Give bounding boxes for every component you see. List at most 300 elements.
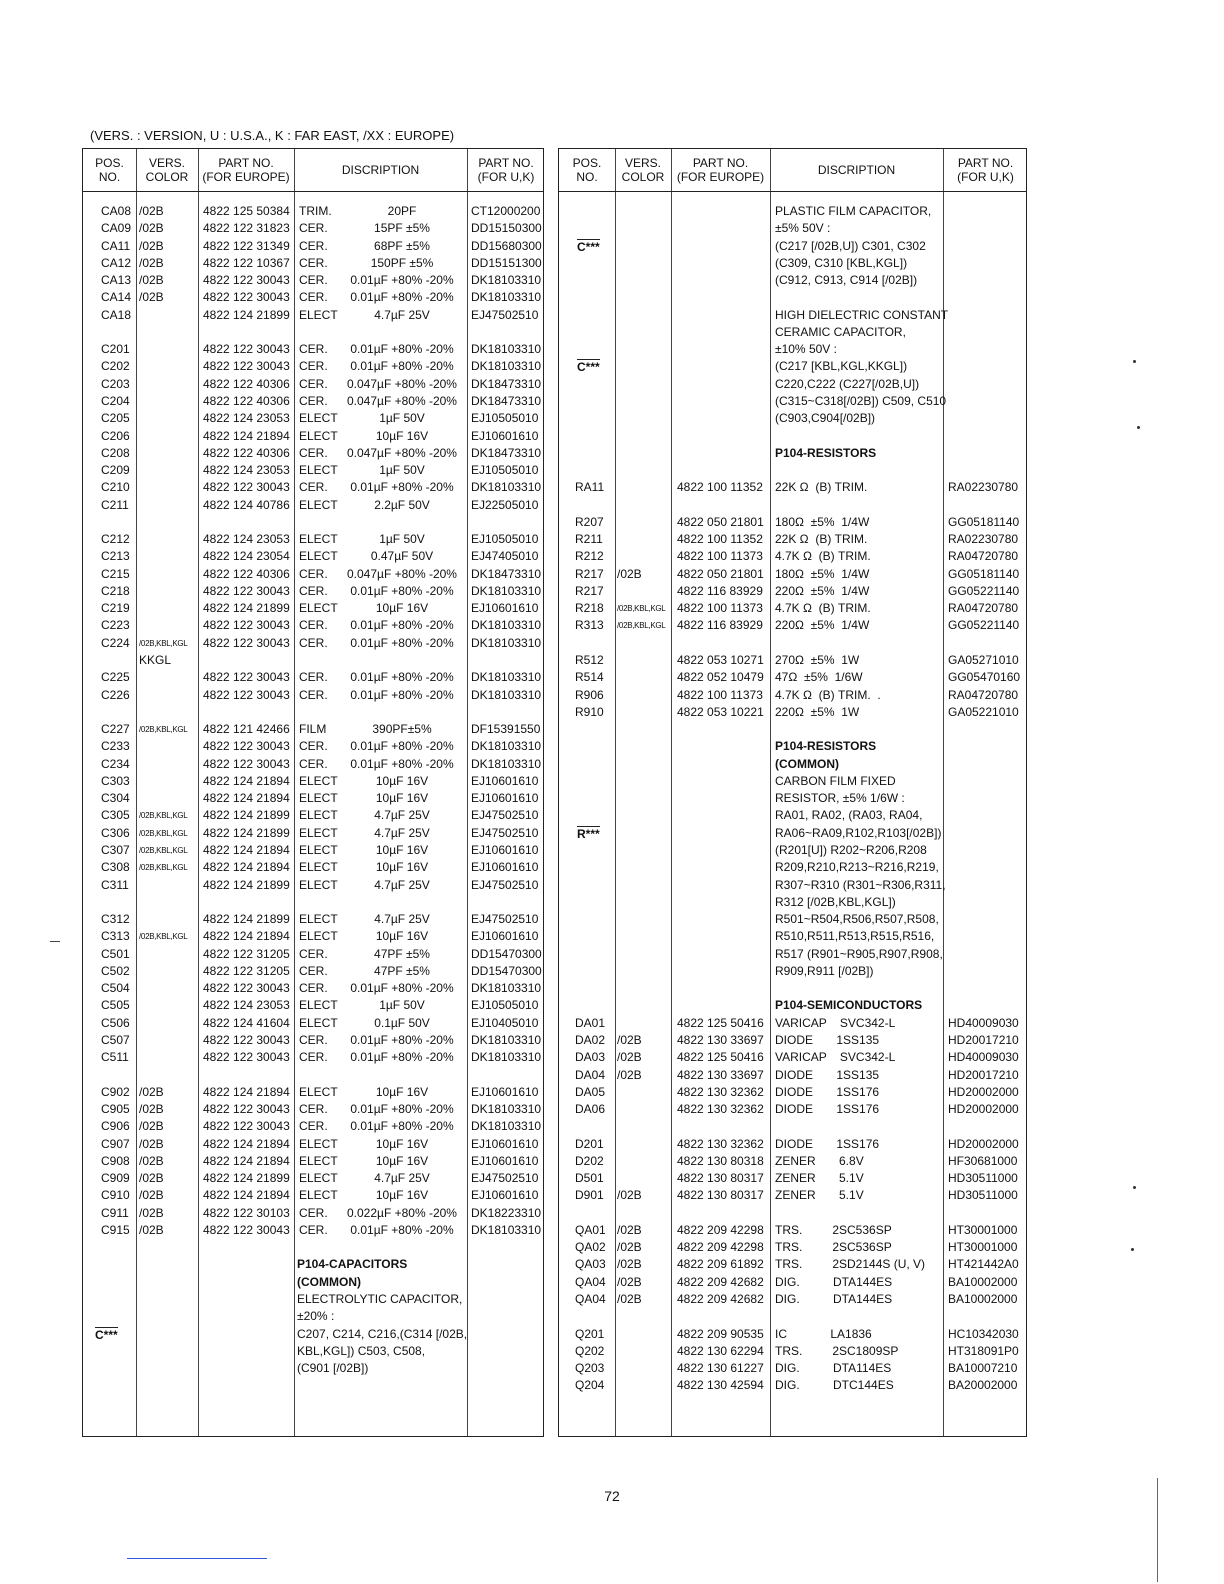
part-no-europe: 4822 130 80317 — [677, 1171, 764, 1186]
part-no-europe: 4822 122 30103 — [203, 1205, 290, 1220]
table-row — [559, 1343, 1026, 1360]
note-text: (C217 [KBL,KGL,KKGL]) — [775, 359, 908, 374]
pos-no: C203 — [101, 376, 130, 391]
note-text: C207, C214, C216,(C314 [/02B, — [297, 1326, 468, 1341]
part-no-europe: 4822 122 10367 — [203, 255, 290, 270]
part-description: DIG. DTA144ES — [775, 1274, 893, 1289]
part-type: CER. — [299, 670, 328, 685]
part-no-europe: 4822 130 33697 — [677, 1067, 764, 1082]
part-no-uk: DD15151300 — [471, 255, 542, 270]
table-row — [559, 410, 1026, 427]
part-no-europe: 4822 124 21894 — [203, 1084, 290, 1099]
part-value: 0.01µF +80% -20% — [350, 359, 454, 374]
part-value: 4.7µF 25V — [374, 877, 430, 892]
part-description: VARICAP SVC342-L — [775, 1050, 896, 1065]
table-row — [559, 1153, 1026, 1170]
part-no-europe: 4822 122 30043 — [203, 756, 290, 771]
part-no-europe: 4822 124 21899 — [203, 307, 290, 322]
pos-no: C304 — [101, 791, 130, 806]
part-no-uk: HC10342030 — [948, 1326, 1019, 1341]
part-no-uk: DK18103310 — [471, 1102, 542, 1117]
part-no-europe: 4822 124 21899 — [203, 877, 290, 892]
part-type: CER. — [299, 946, 328, 961]
part-no-europe: 4822 122 31823 — [203, 221, 290, 236]
version-color: /02B — [617, 1240, 642, 1255]
part-no-europe: 4822 124 21894 — [203, 1136, 290, 1151]
part-no-uk: DK18103310 — [471, 342, 542, 357]
part-no-europe: 4822 053 10271 — [677, 653, 764, 668]
part-no-uk: CT12000200 — [471, 204, 541, 218]
part-value: 10µF 16V — [375, 1188, 429, 1203]
pos-no: DA02 — [575, 1032, 606, 1047]
table-row — [83, 687, 543, 704]
note-text: R312 [/02B,KBL,KGL]) — [775, 894, 896, 909]
part-no-uk: DK18103310 — [471, 981, 542, 996]
part-description: 220Ω ±5% 1/4W — [775, 618, 870, 633]
part-value: 4.7µF 25V — [374, 825, 430, 840]
part-no-uk: EJ47502510 — [471, 808, 539, 823]
pos-no: CA11 — [101, 238, 131, 253]
part-type: ELECT — [299, 877, 338, 892]
table-row — [83, 445, 543, 462]
table-row — [559, 324, 1026, 341]
part-no-uk: DK18103310 — [471, 480, 542, 495]
part-value: 10µF 16V — [375, 791, 429, 806]
table-row — [559, 1256, 1026, 1273]
part-type: CER. — [299, 1032, 328, 1047]
part-no-uk: DD15680300 — [471, 238, 542, 253]
table-row — [559, 1377, 1026, 1394]
note-text: C220,C222 (C227[/02B,U]) — [775, 376, 920, 391]
part-description: DIG. DTA114ES — [775, 1361, 892, 1376]
part-value: 0.01µF +80% -20% — [350, 1102, 454, 1117]
table-row — [83, 1291, 543, 1308]
table-row — [559, 617, 1026, 634]
header-pos: POS. NO. — [572, 156, 602, 184]
part-no-uk: HT30001000 — [948, 1222, 1018, 1237]
note-text: ±5% 50V : — [775, 221, 831, 236]
part-no-uk: DK18103310 — [471, 359, 542, 374]
part-no-europe: 4822 122 31205 — [203, 946, 290, 961]
header-part-europe: PART NO. (FOR EUROPE) — [676, 156, 765, 184]
part-no-uk: DK18103310 — [471, 618, 542, 633]
part-no-europe: 4822 122 30043 — [203, 1119, 290, 1134]
note-text: (C901 [/02B]) — [297, 1361, 369, 1376]
table-row — [559, 928, 1026, 945]
pos-no: CA09 — [101, 221, 132, 236]
part-no-europe: 4822 122 40306 — [203, 376, 290, 391]
pos-no: R212 — [575, 549, 604, 564]
table-row — [559, 773, 1026, 790]
pos-no: C306 — [101, 825, 130, 840]
table-row — [559, 358, 1026, 375]
table-row — [559, 445, 1026, 462]
part-value: 0.022µF +80% -20% — [347, 1205, 457, 1220]
part-no-uk: BA20002000 — [948, 1378, 1018, 1393]
part-no-uk: EJ10505010 — [471, 532, 539, 547]
part-no-uk: EJ10601610 — [471, 1153, 539, 1168]
part-no-europe: 4822 209 42682 — [677, 1274, 764, 1289]
part-no-europe: 4822 122 30043 — [203, 1032, 290, 1047]
part-type: ELECT — [299, 860, 338, 875]
table-row — [559, 997, 1026, 1014]
part-no-uk: HD40009030 — [948, 1015, 1019, 1030]
part-no-uk: GG05221140 — [948, 583, 1020, 598]
part-value: 390PF±5% — [372, 722, 432, 737]
part-type: CER. — [299, 618, 328, 633]
part-no-europe: 4822 124 23053 — [203, 998, 290, 1013]
pos-no: C905 — [101, 1102, 130, 1117]
part-description: 180Ω ±5% 1/4W — [775, 566, 870, 581]
note-text: R501~R504,R506,R507,R508, — [775, 912, 939, 927]
part-type: ELECT — [299, 1136, 338, 1151]
part-type: ELECT — [299, 929, 338, 944]
pos-no: C226 — [101, 687, 130, 702]
note-text: R209,R210,R213~R216,R219, — [775, 860, 939, 875]
part-no-uk: HD20002000 — [948, 1102, 1019, 1117]
part-no-uk: EJ47502510 — [471, 912, 539, 927]
part-no-europe: 4822 100 11373 — [677, 549, 763, 564]
part-no-uk: DD15150300 — [471, 221, 542, 236]
part-no-europe: 4822 116 83929 — [677, 618, 763, 633]
pos-no: C223 — [101, 618, 130, 633]
version-color: /02B,KBL,KGL — [139, 828, 188, 838]
part-no-uk: DK18103310 — [471, 583, 542, 598]
part-no-uk: RA02230780 — [948, 532, 1019, 547]
part-description: 220Ω ±5% 1/4W — [775, 583, 870, 598]
part-no-europe: 4822 124 21894 — [203, 842, 290, 857]
table-row — [83, 289, 543, 306]
pos-no: C915 — [101, 1222, 130, 1237]
pos-no: QA01 — [575, 1222, 606, 1237]
pos-no: R211 — [575, 532, 603, 547]
pos-no: DA04 — [575, 1067, 606, 1082]
part-no-uk: EJ10505010 — [471, 998, 539, 1013]
table-row — [83, 600, 543, 617]
part-no-uk: DK18473310 — [471, 445, 542, 460]
version-color: /02B,KBL,KGL — [139, 932, 188, 942]
pos-no: R217 — [575, 566, 604, 581]
part-type: ELECT — [299, 1153, 338, 1168]
version-color: /02B — [139, 1119, 164, 1134]
version-color: /02B,KBL,KGL — [139, 638, 188, 648]
part-no-europe: 4822 209 42682 — [677, 1292, 764, 1306]
part-no-europe: 4822 124 21894 — [203, 1153, 290, 1168]
part-value: 15PF ±5% — [374, 221, 430, 236]
part-no-europe: 4822 122 31349 — [203, 238, 290, 253]
part-no-uk: DK18103310 — [471, 273, 542, 288]
table-row — [83, 842, 543, 859]
pos-no: CA12 — [101, 255, 132, 270]
table-row — [83, 773, 543, 790]
table-row — [559, 514, 1026, 531]
part-description: 4.7K Ω (B) TRIM. — [775, 549, 871, 564]
part-no-uk: GG05181140 — [948, 514, 1020, 529]
part-type: CER. — [299, 583, 328, 598]
note-text: R517 (R901~R905,R907,R908, — [775, 946, 943, 961]
table-row — [559, 687, 1026, 704]
part-value: 47PF ±5% — [374, 963, 430, 978]
table-row — [83, 1222, 543, 1239]
part-type: ELECT — [299, 998, 338, 1013]
part-no-uk: EJ47502510 — [471, 1171, 539, 1186]
part-type: CER. — [299, 1050, 328, 1065]
version-color: /02B — [617, 1222, 642, 1237]
header-part-europe: PART NO. (FOR EUROPE) — [202, 156, 290, 184]
part-no-europe: 4822 124 21899 — [203, 1171, 290, 1186]
version-color: /02B,KBL,KGL — [617, 621, 666, 631]
note-text: ±10% 50V : — [775, 342, 837, 357]
note-text: (C903,C904[/02B]) — [775, 411, 876, 426]
note-text: KBL,KGL]) C503, C508, — [297, 1343, 426, 1358]
version-color: /02B — [617, 1188, 642, 1203]
part-no-europe: 4822 130 42594 — [677, 1378, 764, 1393]
part-no-uk: DK18473310 — [471, 566, 542, 581]
part-no-uk: HD30511000 — [948, 1188, 1018, 1203]
version-color: /02B — [139, 1222, 164, 1237]
pos-no: C506 — [101, 1015, 130, 1030]
part-value: 150PF ±5% — [370, 255, 434, 270]
part-no-europe: 4822 124 23053 — [203, 463, 290, 478]
part-no-uk: GA05271010 — [948, 653, 1019, 668]
table-row — [83, 859, 543, 876]
note-text: (COMMON) — [775, 756, 839, 771]
part-type: CER. — [299, 756, 328, 771]
part-description: 180Ω ±5% 1/4W — [775, 514, 870, 529]
pos-no: C212 — [101, 532, 130, 547]
note-text: (COMMON) — [297, 1274, 361, 1289]
part-no-europe: 4822 130 32362 — [677, 1102, 764, 1117]
pos-no: C201 — [101, 342, 130, 357]
note-text: (R201[U]) R202~R206,R208 — [775, 842, 927, 857]
part-no-europe: 4822 050 21801 — [677, 566, 764, 581]
version-color: /02B — [139, 1188, 164, 1203]
table-row — [83, 1308, 543, 1325]
pos-no: C227 — [101, 722, 130, 737]
table-row — [83, 1326, 543, 1343]
table-row — [83, 238, 543, 255]
part-no-europe: 4822 130 61227 — [677, 1361, 764, 1376]
part-value: 0.01µF +80% -20% — [350, 635, 454, 650]
note-text: P104-RESISTORS — [775, 739, 877, 754]
part-no-uk: GG05181140 — [948, 566, 1020, 581]
note-text: (C309, C310 [KBL,KGL]) — [775, 255, 908, 270]
table-row — [83, 462, 543, 479]
pos-no: C204 — [101, 393, 130, 408]
margin-dot — [1131, 1248, 1134, 1251]
margin-dot — [1137, 426, 1140, 429]
part-value: 0.01µF +80% -20% — [350, 670, 454, 685]
table-row — [83, 1274, 543, 1291]
table-row — [559, 946, 1026, 963]
header-part-uk: PART NO. (FOR U,K) — [477, 156, 535, 184]
table-row — [83, 255, 543, 272]
table-row — [83, 877, 543, 894]
pos-no: C504 — [101, 981, 130, 996]
pos-no: CA13 — [101, 273, 132, 288]
version-color: /02B — [139, 255, 164, 270]
part-type: ELECT — [299, 497, 338, 512]
table-row — [559, 1084, 1026, 1101]
version-color: /02B,KBL,KGL — [139, 845, 188, 855]
part-no-europe: 4822 122 30043 — [203, 1102, 290, 1117]
part-value: 4.7µF 25V — [374, 1171, 430, 1186]
part-no-uk: RA04720780 — [948, 549, 1019, 564]
part-type: CER. — [299, 566, 328, 581]
pos-no: C305 — [101, 808, 130, 823]
part-description: TRS. 2SC536SP — [775, 1240, 892, 1255]
part-no-europe: 4822 130 80318 — [677, 1153, 764, 1168]
part-description: DIODE 1SS135 — [775, 1032, 880, 1047]
part-value: 1µF 50V — [379, 998, 425, 1013]
part-no-europe: 4822 100 11352 — [677, 532, 763, 547]
table-row — [83, 1049, 543, 1066]
note-text: (C912, C913, C914 [/02B]) — [775, 273, 918, 288]
part-type: ELECT — [299, 773, 338, 788]
version-color: /02B — [139, 273, 164, 288]
table-row — [559, 807, 1026, 824]
part-value: 0.01µF +80% -20% — [350, 480, 454, 495]
table-row — [559, 877, 1026, 894]
table-row — [559, 583, 1026, 600]
version-color: /02B — [617, 1032, 642, 1047]
pos-no: C501 — [101, 946, 130, 961]
part-value: 0.01µF +80% -20% — [350, 583, 454, 598]
header-vers: VERS. COLOR — [621, 156, 665, 184]
table-row — [559, 1015, 1026, 1032]
pos-no: C908 — [101, 1153, 130, 1168]
pos-no: C313 — [101, 929, 130, 944]
version-color: /02B — [139, 238, 164, 253]
part-no-uk: RA04720780 — [948, 687, 1019, 702]
part-type: CER. — [299, 1102, 328, 1117]
part-no-europe: 4822 124 21894 — [203, 929, 290, 944]
part-description: ZENER 6.8V — [775, 1153, 864, 1168]
pos-no: C308 — [101, 860, 130, 875]
part-no-uk: DK18473310 — [471, 393, 542, 408]
group-marker: C*** — [577, 360, 600, 375]
note-text: HIGH DIELECTRIC CONSTANT — [775, 307, 949, 322]
part-no-uk: DK18103310 — [471, 756, 542, 771]
part-type: ELECT — [299, 1188, 338, 1203]
part-value: 1µF 50V — [379, 411, 425, 426]
pos-no: DA03 — [575, 1050, 606, 1065]
part-description: ZENER 5.1V — [775, 1188, 864, 1203]
table-row — [559, 1067, 1026, 1084]
part-no-uk: EJ10505010 — [471, 411, 539, 426]
note-text: P104-CAPACITORS — [297, 1257, 408, 1272]
pos-no: C505 — [101, 998, 130, 1013]
part-value: 0.01µF +80% -20% — [350, 1119, 454, 1134]
table-row — [83, 669, 543, 686]
table-row — [83, 1084, 543, 1101]
part-type: ELECT — [299, 532, 338, 547]
note-text: (C217 [/02B,U]) C301, C302 — [775, 238, 926, 253]
version-color: /02B — [617, 1050, 642, 1065]
version-color: /02B — [139, 204, 164, 218]
part-value: 10µF 16V — [375, 842, 429, 857]
table-row — [559, 272, 1026, 289]
part-no-uk: EJ10505010 — [471, 463, 539, 478]
part-no-europe: 4822 125 50416 — [677, 1050, 764, 1065]
table-row — [83, 617, 543, 634]
part-type: ELECT — [299, 825, 338, 840]
part-no-europe: 4822 122 40306 — [203, 393, 290, 408]
table-row — [83, 531, 543, 548]
part-no-uk: EJ47502510 — [471, 877, 539, 892]
part-value: 4.7µF 25V — [374, 307, 430, 322]
part-no-uk: HF30681000 — [948, 1153, 1018, 1168]
pos-no: Q202 — [575, 1343, 605, 1358]
table-row — [83, 963, 543, 980]
table-row — [559, 825, 1026, 842]
pos-no: QA04 — [575, 1292, 606, 1306]
part-description: VARICAP SVC342-L — [775, 1015, 896, 1030]
part-no-europe: 4822 122 30043 — [203, 480, 290, 495]
part-type: CER. — [299, 376, 328, 391]
header-description: DISCRIPTION — [341, 163, 420, 177]
part-value: 0.01µF +80% -20% — [350, 756, 454, 771]
part-type: CER. — [299, 290, 328, 305]
table-row — [559, 203, 1026, 220]
pos-no: C507 — [101, 1032, 130, 1047]
part-no-europe: 4822 122 30043 — [203, 618, 290, 633]
table-row — [83, 1360, 543, 1377]
part-no-uk: GG05221140 — [948, 618, 1020, 633]
part-no-europe: 4822 050 21801 — [677, 514, 764, 529]
part-no-uk: DF15391550 — [471, 722, 541, 737]
part-value: 0.01µF +80% -20% — [350, 342, 454, 357]
part-type: CER. — [299, 1222, 328, 1237]
right-parts-table — [558, 148, 1027, 1437]
header-part-uk: PART NO. (FOR U,K) — [957, 156, 1014, 184]
pos-no: C225 — [101, 670, 130, 685]
part-no-uk: DK18223310 — [471, 1205, 542, 1220]
part-type: ELECT — [299, 1015, 338, 1030]
pos-no: QA04 — [575, 1274, 606, 1289]
part-description: DIG. DTC144ES — [775, 1378, 894, 1393]
table-row — [559, 238, 1026, 255]
part-type: ELECT — [299, 307, 338, 322]
version-color: /02B — [139, 1205, 164, 1220]
table-row — [83, 1187, 543, 1204]
pos-no: D901 — [575, 1188, 604, 1203]
table-row — [83, 410, 543, 427]
part-no-europe: 4822 122 30043 — [203, 1222, 290, 1237]
table-row — [83, 548, 543, 565]
part-no-europe: 4822 121 42466 — [203, 722, 290, 737]
version-color: /02B,KBL,KGL — [617, 604, 666, 614]
part-no-europe: 4822 130 32362 — [677, 1084, 764, 1099]
part-no-europe: 4822 124 23053 — [203, 532, 290, 547]
margin-dot — [1133, 360, 1136, 363]
note-text: CERAMIC CAPACITOR, — [775, 324, 906, 339]
table-row — [559, 341, 1026, 358]
part-no-uk: EJ10601610 — [471, 601, 539, 616]
part-description: TRS. 2SD2144S (U, V) — [775, 1257, 926, 1272]
part-no-uk: EJ10601610 — [471, 1084, 539, 1099]
version-color: /02B — [139, 221, 164, 236]
table-row — [83, 307, 543, 324]
pos-no: C208 — [101, 445, 130, 460]
part-type: ELECT — [299, 549, 338, 564]
part-description: TRS. 2SC1809SP — [775, 1343, 899, 1358]
table-row — [83, 756, 543, 773]
table-row — [559, 1274, 1026, 1291]
part-no-europe: 4822 122 30043 — [203, 290, 290, 305]
part-no-europe: 4822 100 11373 — [677, 601, 763, 616]
table-row — [83, 272, 543, 289]
